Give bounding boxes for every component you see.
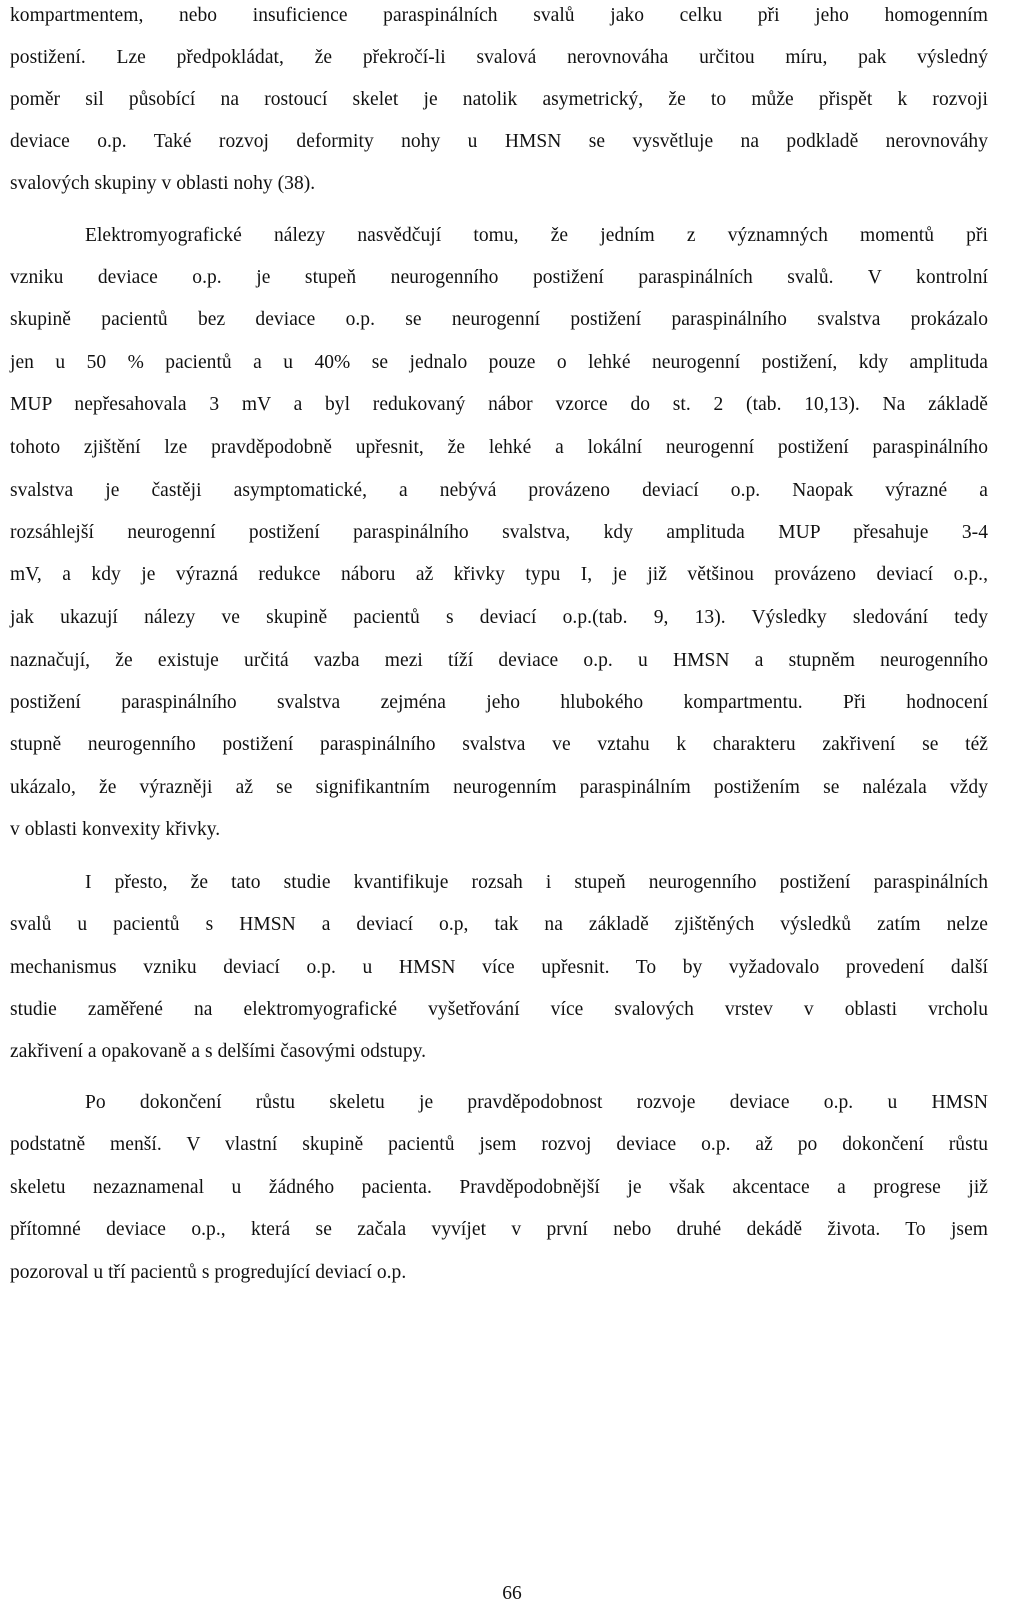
text-line-28: skeletu nezaznamenal u žádného pacienta. Pravděpodobnější je však akcentace a progrese již	[10, 1177, 988, 1198]
text-line-6: Elektromyografické nálezy nasvědčují tomu, že jedním z významných momentů při	[85, 225, 988, 246]
text-line-11: tohoto zjištění lze pravděpodobně upřesnit, že lehké a lokální neurogenní postižení paraspinálního	[10, 437, 988, 458]
text-line-22: svalů u pacientů s HMSN a deviací o.p, tak na základě zjištěných výsledků zatím nelze	[10, 914, 988, 935]
text-line-19: ukázalo, že výrazněji až se signifikantním neurogenním paraspinálním postižením se nalézala vždy	[10, 777, 988, 798]
text-line-8: skupině pacientů bez deviace o.p. se neurogenní postižení paraspinálního svalstva prokázalo	[10, 309, 988, 330]
text-line-7: vzniku deviace o.p. je stupeň neurogenního postižení paraspinálních svalů. V kontrolní	[10, 267, 988, 288]
text-line-15: jak ukazují nálezy ve skupině pacientů s deviací o.p.(tab. 9, 13). Výsledky sledování tedy	[10, 607, 988, 628]
text-line-26: Po dokončení růstu skeletu je pravděpodobnost rozvoje deviace o.p. u HMSN	[85, 1092, 988, 1113]
text-line-13: rozsáhlejší neurogenní postižení paraspinálního svalstva, kdy amplituda MUP přesahuje 3-4	[10, 522, 988, 543]
text-line-16: naznačují, že existuje určitá vazba mezi tíží deviace o.p. u HMSN a stupněm neurogenního	[10, 650, 988, 671]
text-line-4: deviace o.p. Také rozvoj deformity nohy u HMSN se vysvětluje na podkladě nerovnováhy	[10, 131, 988, 152]
text-line-21: I přesto, že tato studie kvantifikuje rozsah i stupeň neurogenního postižení paraspinálních	[85, 872, 988, 893]
text-line-3: poměr sil působící na rostoucí skelet je natolik asymetrický, že to může přispět k rozvoji	[10, 89, 988, 110]
text-line-27: podstatně menší. V vlastní skupině pacientů jsem rozvoj deviace o.p. až po dokončení růstu	[10, 1134, 988, 1155]
text-line-30: pozoroval u tří pacientů s progredující deviací o.p.	[10, 1262, 407, 1283]
text-line-2: postižení. Lze předpokládat, že překročí-li svalová nerovnováha určitou míru, pak výsledný	[10, 47, 988, 68]
text-line-1: kompartmentem, nebo insuficience paraspinálních svalů jako celku při jeho homogenním	[10, 5, 988, 26]
page-number: 66	[502, 1583, 522, 1604]
text-line-24: studie zaměřené na elektromyografické vyšetřování více svalových vrstev v oblasti vrcholu	[10, 999, 988, 1020]
text-line-10: MUP nepřesahovala 3 mV a byl redukovaný nábor vzorce do st. 2 (tab. 10,13). Na základě	[10, 394, 988, 415]
text-line-23: mechanismus vzniku deviací o.p. u HMSN více upřesnit. To by vyžadovalo provedení další	[10, 957, 988, 978]
text-line-9: jen u 50 % pacientů a u 40% se jednalo pouze o lehké neurogenní postižení, kdy amplituda	[10, 352, 988, 373]
text-line-12: svalstva je častěji asymptomatické, a nebývá provázeno deviací o.p. Naopak výrazné a	[10, 480, 988, 501]
text-line-17: postižení paraspinálního svalstva zejména jeho hlubokého kompartmentu. Při hodnocení	[10, 692, 988, 713]
text-line-14: mV, a kdy je výrazná redukce náboru až křivky typu I, je již většinou provázeno deviací o.p.,	[10, 564, 988, 585]
document-page	[10, 0, 1010, 1616]
text-line-5: svalových skupiny v oblasti nohy (38).	[10, 173, 316, 194]
text-line-18: stupně neurogenního postižení paraspinálního svalstva ve vztahu k charakteru zakřivení se též	[10, 734, 988, 755]
text-line-25: zakřivení a opakovaně a s delšími časovými odstupy.	[10, 1041, 427, 1062]
text-line-20: v oblasti konvexity křivky.	[10, 819, 221, 840]
text-line-29: přítomné deviace o.p., která se začala vyvíjet v první nebo druhé dekádě života. To jsem	[10, 1219, 988, 1240]
